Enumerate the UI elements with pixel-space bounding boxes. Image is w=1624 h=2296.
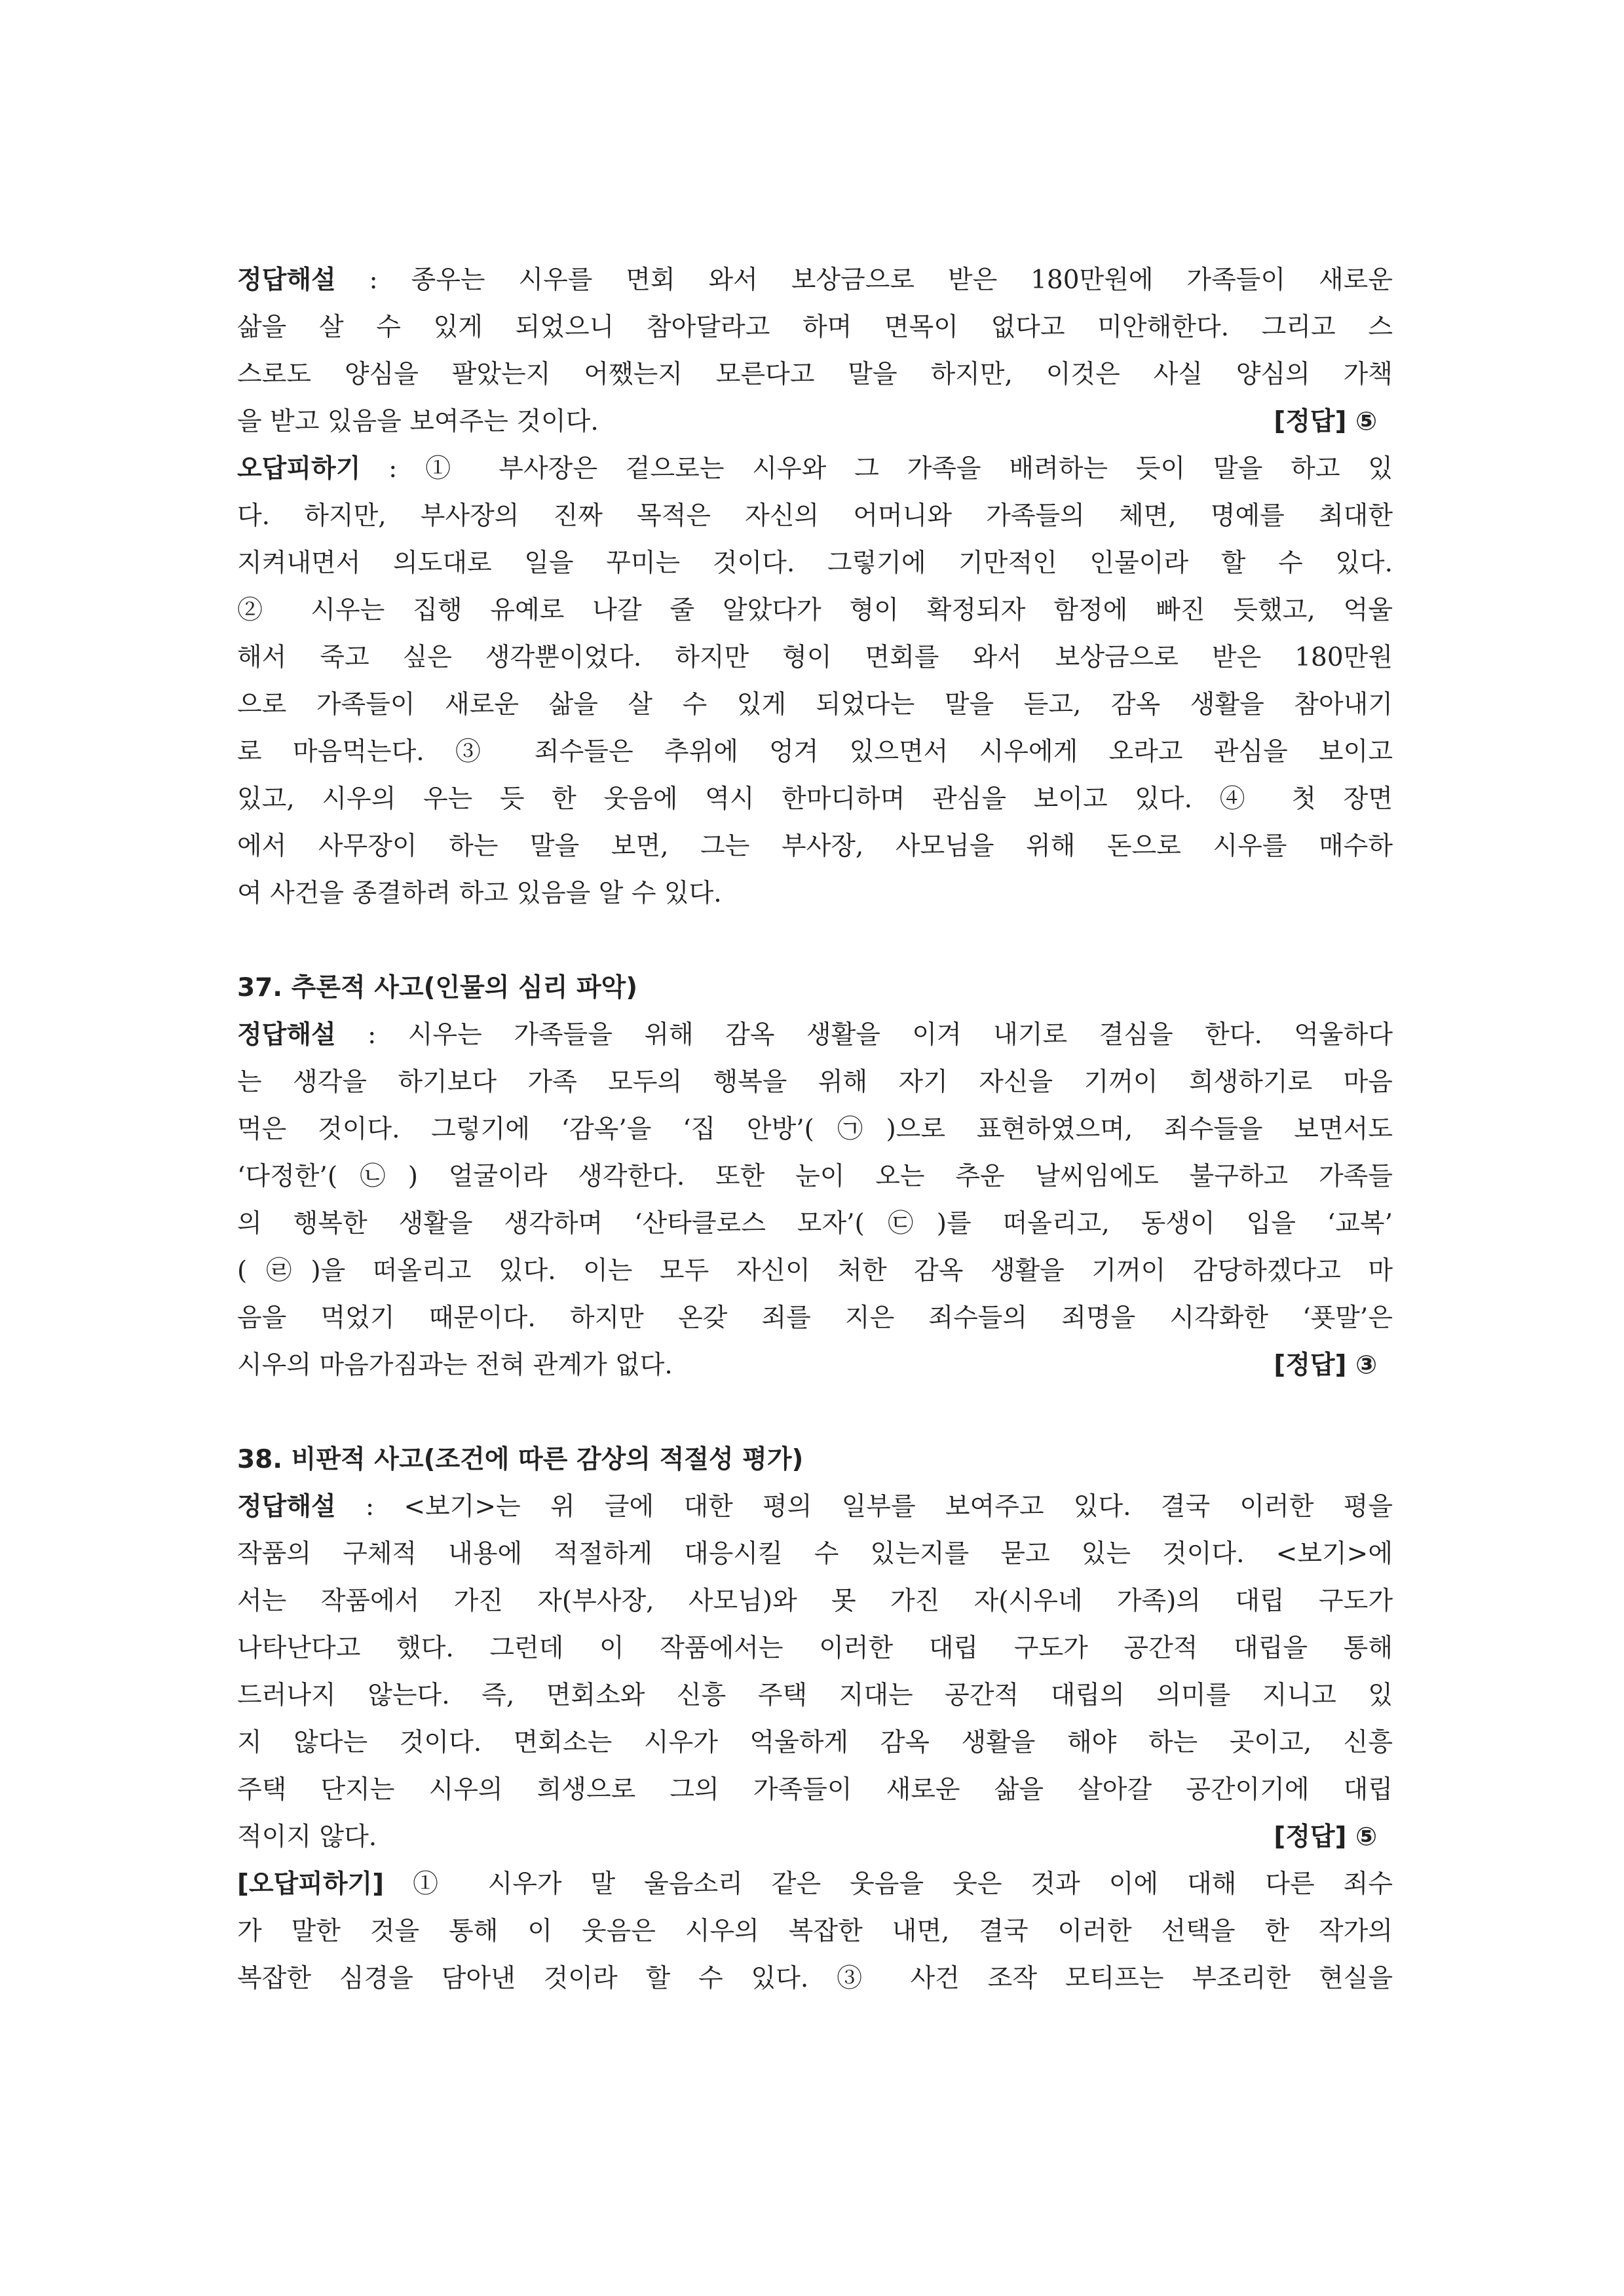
- document-body: [237, 257, 1393, 2002]
- text-line: 나타난다고 했다. 그런데 이 작품에서는 이러한 대립 구도가 공간적 대립을 통해: [237, 1634, 1393, 1663]
- text-line: 정답해설 : <보기>는 위 글에 대한 평의 일부를 보여주고 있다. 결국 이러한 평을: [237, 1492, 1393, 1521]
- text-line: 있고, 시우의 우는 듯 한 웃음에 역시 한마디하며 관심을 보이고 있다. ④ 첫 장면: [237, 784, 1393, 814]
- section-heading: 38. 비판적 사고(조건에 따른 감상의 적절성 평가): [237, 1445, 804, 1474]
- text-line: 가 말한 것을 통해 이 웃음은 시우의 복잡한 내면, 결국 이러한 선택을 한 작가의: [237, 1917, 1393, 1946]
- avoid-label: 오답피하기: [237, 454, 361, 484]
- text-line: 으로 가족들이 새로운 삶을 살 수 있게 되었다는 말을 듣고, 감옥 생활을 참아내기: [237, 690, 1393, 719]
- text-line: [오답피하기] ① 시우가 말 울음소리 같은 웃음을 웃은 것과 이에 대해 다른 죄수: [237, 1869, 1393, 1899]
- text-line: 여 사건을 종결하려 하고 있음을 알 수 있다.: [237, 879, 722, 908]
- sec38-avoid: [237, 1861, 1393, 2002]
- sec36-avoid: [237, 446, 1393, 917]
- text-line: ② 시우는 집행 유예로 나갈 줄 알았다가 형이 확정되자 함정에 빠진 듯했고, 억울: [237, 596, 1393, 625]
- answer-tag: [정답] ⑤: [1274, 407, 1377, 436]
- text-line: 정답해설 : 시우는 가족들을 위해 감옥 생활을 이겨 내기로 결심을 한다. 억울하다: [237, 1020, 1393, 1050]
- text-line: 의 행복한 생활을 생각하며 ‘산타클로스 모자’(㉢)를 떠올리고, 동생이 입을 ‘교복’: [237, 1209, 1393, 1238]
- text-line: 로 마음먹는다. ③ 죄수들은 추위에 엉겨 있으면서 시우에게 오라고 관심을 보이고: [237, 737, 1393, 767]
- text-line: 시우의 마음가짐과는 전혀 관계가 없다. [정답] ③: [237, 1342, 1393, 1389]
- text-line: 먹은 것이다. 그렇기에 ‘감옥’을 ‘집 안방’(㉠)으로 표현하였으며, 죄수들을 보면서도: [237, 1115, 1393, 1144]
- text-line: 스로도 양심을 팔았는지 어쨌는지 모른다고 말을 하지만, 이것은 사실 양심의 가책: [237, 360, 1393, 389]
- text-line: 작품의 구체적 내용에 적절하게 대응시킬 수 있는지를 묻고 있는 것이다. <보기>에: [237, 1539, 1393, 1569]
- text-line: ‘다정한’(㉡) 얼굴이라 생각한다. 또한 눈이 오는 추운 날씨임에도 불구하고 가족들: [237, 1162, 1393, 1191]
- text-line: 적이지 않다. [정답] ⑤: [237, 1814, 1393, 1861]
- text-line: 음을 먹었기 때문이다. 하지만 온갖 죄를 지은 죄수들의 죄명을 시각화한 ‘푯말’은: [237, 1303, 1393, 1333]
- text-line: 오답피하기 : ① 부사장은 겉으로는 시우와 그 가족을 배려하는 듯이 말을 하고 있: [237, 454, 1393, 484]
- text-line: (㉣)을 떠올리고 있다. 이는 모두 자신이 처한 감옥 생활을 기꺼이 감당하겠다고 마: [237, 1256, 1393, 1286]
- text-line: 에서 사무장이 하는 말을 보면, 그는 부사장, 사모님을 위해 돈으로 시우를 매수하: [237, 832, 1393, 861]
- sec36-explanation: [237, 257, 1393, 446]
- answer-tag: [정답] ⑤: [1274, 1822, 1377, 1852]
- explanation-label: 정답해설: [237, 1020, 336, 1050]
- text-line: 을 받고 있음을 보여주는 것이다. [정답] ⑤: [237, 398, 1393, 446]
- section-heading: 37. 추론적 사고(인물의 심리 파악): [237, 973, 638, 1003]
- text-line: 서는 작품에서 가진 자(부사장, 사모님)와 못 가진 자(시우네 가족)의 대립 구도가: [237, 1586, 1393, 1616]
- text-line: 지켜내면서 의도대로 일을 꾸미는 것이다. 그렇기에 기만적인 인물이라 할 수 있다.: [237, 548, 1393, 578]
- text-line: 주택 단지는 시우의 희생으로 그의 가족들이 새로운 삶을 살아갈 공간이기에 대립: [237, 1775, 1393, 1805]
- text-line: 정답해설 : 종우는 시우를 면회 와서 보상금으로 받은 180만원에 가족들이 새로운: [237, 265, 1393, 295]
- text-line: 다. 하지만, 부사장의 진짜 목적은 자신의 어머니와 가족들의 체면, 명예를 최대한: [237, 501, 1393, 531]
- text-line: 는 생각을 하기보다 가족 모두의 행복을 위해 자기 자신을 기꺼이 희생하기로 마음: [237, 1067, 1393, 1097]
- sec38-explanation: [237, 1483, 1393, 1861]
- answer-tag: [정답] ③: [1274, 1350, 1377, 1380]
- text-line: 지 않다는 것이다. 면회소는 시우가 억울하게 감옥 생활을 해야 하는 곳이고, 신흥: [237, 1728, 1393, 1757]
- text-line: 복잡한 심경을 담아낸 것이라 할 수 있다. ③ 사건 조작 모티프는 부조리한 현실을: [237, 1964, 1393, 1993]
- explanation-label: 정답해설: [237, 1492, 336, 1521]
- text-line: 삶을 살 수 있게 되었으니 참아달라고 하며 면목이 없다고 미안해한다. 그리고 스: [237, 313, 1393, 342]
- section-37: [237, 965, 1393, 1389]
- text-line: 해서 죽고 싶은 생각뿐이었다. 하지만 형이 면회를 와서 보상금으로 받은 180만원: [237, 643, 1393, 672]
- explanation-label: 정답해설: [237, 265, 336, 295]
- text-line: 드러나지 않는다. 즉, 면회소와 신흥 주택 지대는 공간적 대립의 의미를 지니고 있: [237, 1681, 1393, 1710]
- sec37-explanation: [237, 1012, 1393, 1389]
- avoid-label: [오답피하기]: [237, 1869, 385, 1899]
- section-38: [237, 1436, 1393, 2002]
